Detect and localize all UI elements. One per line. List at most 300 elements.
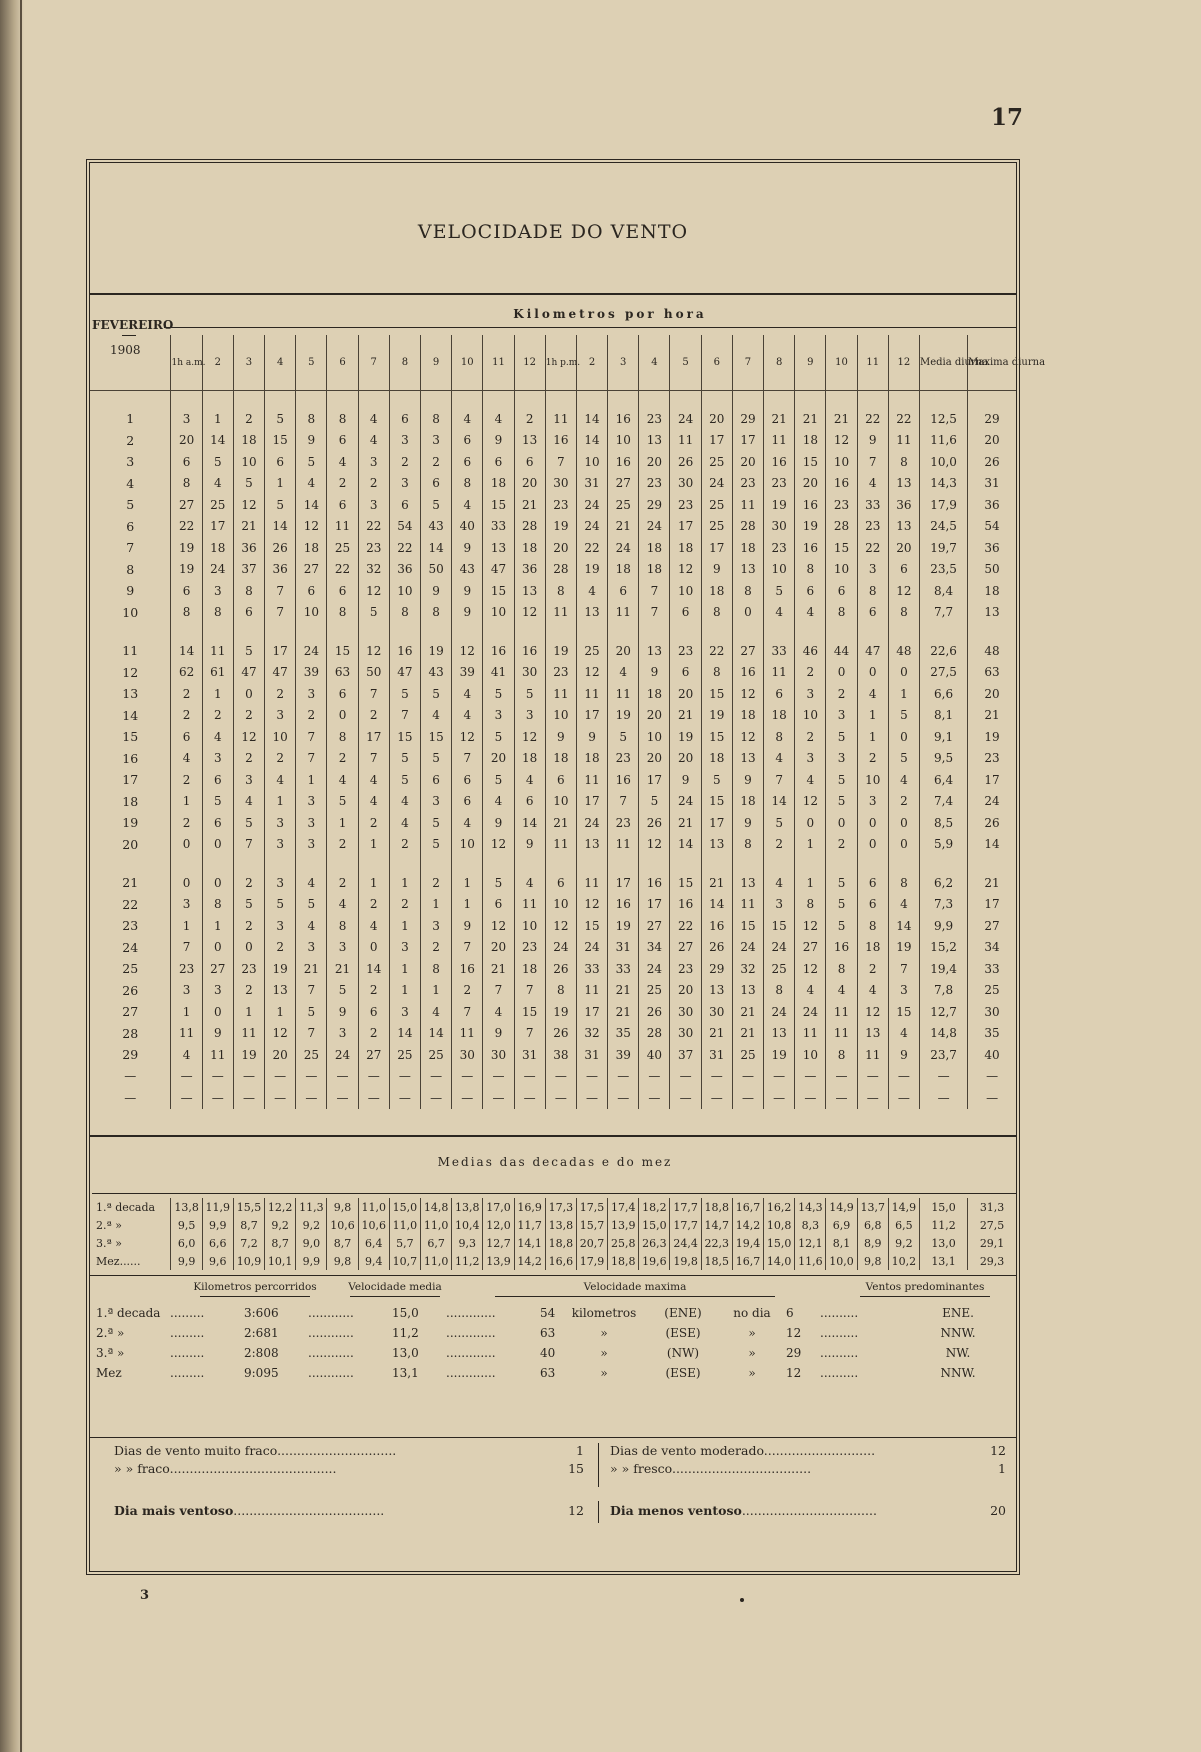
hour-value-cell: 15 [888,1001,919,1023]
hour-header: 9 [420,335,451,391]
empty-cell: — [202,1066,233,1088]
empty-cell: — [826,1066,857,1088]
hour-value-cell: 1 [296,769,327,791]
hour-value-cell: 5 [420,812,451,834]
hour-value-cell: 11 [732,894,763,916]
hour-value-cell: 11 [327,516,358,538]
hour-value-cell: 27 [670,937,701,959]
summary-dir: (ENE) [664,1306,702,1320]
hour-value-cell: 11 [545,408,576,430]
hour-value-cell: 8 [826,958,857,980]
summary-table [94,1303,1014,1383]
hour-value-cell: 17 [576,705,607,727]
media-diurna-cell: 7,8 [919,980,967,1002]
hour-value-cell: 3 [514,705,545,727]
hour-value-cell: 25 [420,1044,451,1066]
summary-km: 2:808 [244,1346,279,1360]
hour-value-cell: 17 [639,769,670,791]
hour-value-cell: 29 [639,494,670,516]
means-value-cell: 15,5 [233,1198,264,1216]
hour-value-cell: 16 [545,430,576,452]
media-diurna-cell: 7,7 [919,602,967,624]
hour-value-cell: 17 [701,812,732,834]
summary-vento: NNW. [940,1326,976,1340]
hour-value-cell: 19 [545,640,576,662]
hour-value-cell: 21 [514,494,545,516]
hour-value-cell: 18 [576,748,607,770]
hour-value-cell: 12 [233,726,264,748]
hour-value-cell: 24 [576,494,607,516]
empty-cell: — [670,1066,701,1088]
media-diurna-cell: 23,5 [919,559,967,581]
hour-value-cell: 9 [732,812,763,834]
spacer-cell [389,391,420,409]
day-cell: 7 [90,537,171,559]
hour-value-cell: 4 [764,602,795,624]
media-diurna-cell: 9,9 [919,915,967,937]
summary-max: 40 [540,1346,556,1360]
leader-dots: ............. [446,1306,496,1320]
hour-value-cell: 9 [545,726,576,748]
maxima-diurna-cell: 23 [984,751,1000,766]
footer-separator-1 [598,1443,599,1487]
maxima-diurna-cell: 30 [984,1004,1000,1019]
spacer-cell [968,623,1016,640]
empty-cell: — [701,1087,732,1109]
hour-value-cell: 18 [732,791,763,813]
spacer-cell [202,391,233,409]
means-value-cell: 13,7 [857,1198,888,1216]
hour-value-cell: 19 [545,516,576,538]
hour-value-cell: 4 [358,915,389,937]
hour-value-cell: 14 [670,834,701,856]
hour-value-cell: 25 [327,537,358,559]
hour-value-cell: 6 [171,580,202,602]
summary-unit: » [600,1346,608,1360]
hour-value-cell: 8 [857,580,888,602]
means-label: 3.ª » [90,1234,171,1252]
hour-value-cell: 2 [389,451,420,473]
hour-header: 11 [483,335,514,391]
hour-value-cell: 5 [483,726,514,748]
footer-fraco: » » fraco.......................................... 15 [114,1461,584,1476]
spacer-cell [171,855,202,872]
hour-value-cell: 5 [483,769,514,791]
spacer-cell [545,391,576,409]
hour-value-cell: 18 [514,748,545,770]
hour-value-cell: 24 [202,559,233,581]
hour-value-cell: 14 [701,894,732,916]
maxima-diurna-cell: 20 [984,686,1000,701]
hour-value-cell: 16 [795,494,826,516]
means-value-cell: 10,2 [888,1252,919,1270]
hour-value-cell: 0 [888,812,919,834]
day-cell: 11 [90,640,171,662]
hour-value-cell: 23 [857,516,888,538]
hour-value-cell: 3 [296,683,327,705]
hour-value-cell: 5 [202,451,233,473]
hour-value-cell: 13 [639,640,670,662]
spacer-cell [826,391,857,409]
day-cell: 13 [90,683,171,705]
footer-menos-ventoso-value: 20 [990,1503,1006,1518]
hour-value-cell: 16 [764,451,795,473]
hour-value-cell: 8 [732,580,763,602]
means-value-cell: 14,3 [795,1198,826,1216]
hour-value-cell: 15 [389,726,420,748]
hour-value-cell: 8 [389,602,420,624]
hour-value-cell: 10 [826,451,857,473]
hour-value-cell: 0 [826,812,857,834]
hour-value-cell: 20 [608,640,639,662]
maxima-diurna-cell: 19 [984,729,1000,744]
spacer-cell [202,623,233,640]
means-value-cell: 14,8 [420,1198,451,1216]
means-value-cell: 16,2 [764,1198,795,1216]
table-row [90,662,1016,684]
empty-cell: — [202,1087,233,1109]
hour-value-cell: 5 [514,683,545,705]
hour-value-cell: 2 [857,958,888,980]
empty-cell: — [857,1087,888,1109]
hour-value-cell: 9 [452,537,483,559]
hour-value-cell: 12 [452,640,483,662]
hour-value-cell: 22 [576,537,607,559]
summary-dia: 12 [786,1366,802,1380]
empty-cell: — [265,1087,296,1109]
hour-value-cell: 5 [265,494,296,516]
maxima-diurna-cell: 14 [984,837,1000,852]
means-value-cell: 11,0 [420,1216,451,1234]
hour-value-cell: 43 [420,516,451,538]
media-diurna-cell: 12,7 [919,1001,967,1023]
spacer-cell [701,623,732,640]
hour-value-cell: 12 [670,559,701,581]
empty-cell: — [826,1087,857,1109]
day-cell: 20 [90,834,171,856]
means-value-cell: 9,0 [296,1234,327,1252]
hour-value-cell: 2 [233,915,264,937]
spacer-cell [701,855,732,872]
hour-value-cell: 3 [202,980,233,1002]
means-value-cell: 10,4 [452,1216,483,1234]
hour-value-cell: 12 [358,640,389,662]
hour-value-cell: 30 [670,473,701,495]
hour-value-cell: 32 [732,958,763,980]
hour-value-cell: 4 [795,602,826,624]
hour-value-cell: 0 [888,726,919,748]
hour-value-cell: 29 [701,958,732,980]
spacer-cell [327,855,358,872]
spacer-cell [420,623,451,640]
hour-value-cell: 4 [327,769,358,791]
means-value-cell: 6,4 [358,1234,389,1252]
hour-value-cell: 3 [389,937,420,959]
media-diurna-cell: 5,9 [919,834,967,856]
hour-value-cell: 3 [389,430,420,452]
hour-value-cell: 18 [514,958,545,980]
means-value-cell: 14,7 [701,1216,732,1234]
hour-value-cell: 30 [452,1044,483,1066]
hour-value-cell: 12 [514,726,545,748]
maxima-diurna-cell: 17 [984,772,1000,787]
hour-value-cell: 16 [608,408,639,430]
means-value-cell: 14,2 [732,1216,763,1234]
hour-value-cell: 4 [202,473,233,495]
hour-value-cell: 12 [483,834,514,856]
hour-value-cell: 27 [202,958,233,980]
means-value-cell: 12,2 [265,1198,296,1216]
hour-header: 11 [857,335,888,391]
hour-value-cell: 50 [420,559,451,581]
media-diurna-cell: 27,5 [919,662,967,684]
hour-value-cell: 2 [358,894,389,916]
hour-value-cell: 11 [233,1023,264,1045]
empty-cell: — [795,1087,826,1109]
hour-value-cell: 17 [701,430,732,452]
hour-value-cell: 3 [857,559,888,581]
summary-dir: (ESE) [665,1326,701,1340]
hour-value-cell: 23 [639,408,670,430]
hour-value-cell: 4 [452,408,483,430]
hour-value-cell: 23 [732,473,763,495]
hour-value-cell: 20 [171,430,202,452]
media-diurna-cell: 7,3 [919,894,967,916]
hour-value-cell: 24 [639,958,670,980]
hour-value-cell: 3 [420,430,451,452]
hour-value-cell: 1 [171,1001,202,1023]
hour-value-cell: 18 [639,683,670,705]
hour-value-cell: 20 [670,748,701,770]
hour-value-cell: 12 [732,683,763,705]
hour-value-cell: 24 [296,640,327,662]
means-value-cell: 6,7 [420,1234,451,1252]
means-value-cell: 12,1 [795,1234,826,1252]
means-value-cell: 9,8 [327,1252,358,1270]
spacer-cell [483,391,514,409]
hour-value-cell: 10 [265,726,296,748]
hour-value-cell: 4 [233,791,264,813]
maxima-diurna-cell: 63 [984,665,1000,680]
hour-value-cell: 24 [576,937,607,959]
means-label: 2.ª » [90,1216,171,1234]
hour-value-cell: 7 [545,451,576,473]
hour-value-cell: 2 [233,748,264,770]
hour-value-cell: 4 [483,408,514,430]
hour-value-cell: 13 [888,516,919,538]
hour-value-cell: 4 [452,683,483,705]
hour-value-cell: 35 [608,1023,639,1045]
means-value-cell: 7,2 [233,1234,264,1252]
hour-header: 12 [888,335,919,391]
spacer-cell [327,623,358,640]
hour-value-cell: 2 [358,980,389,1002]
spacer-cell [826,623,857,640]
hour-value-cell: 5 [826,791,857,813]
empty-cell: — [233,1066,264,1088]
leader-dots: ............. [446,1326,496,1340]
spacer-cell [608,855,639,872]
hour-value-cell: 28 [826,516,857,538]
spacer-cell [576,855,607,872]
hour-value-cell: 21 [608,516,639,538]
hour-value-cell: 1 [233,1001,264,1023]
hour-value-cell: 18 [639,559,670,581]
maxima-diurna-cell: 21 [984,875,1000,890]
table-row [90,726,1016,748]
hour-value-cell: 11 [795,1023,826,1045]
empty-cell: — [483,1066,514,1088]
hour-value-cell: 25 [764,958,795,980]
means-media-cell: 15,0 [919,1198,967,1216]
hour-value-cell: 3 [265,915,296,937]
hour-value-cell: 20 [639,705,670,727]
hour-value-cell: 3 [888,980,919,1002]
means-value-cell: 9,6 [202,1252,233,1270]
decade-spacer-row [90,855,1016,872]
hour-value-cell: 19 [420,640,451,662]
media-diurna-cell: 9,5 [919,748,967,770]
hour-value-cell: 10 [795,705,826,727]
hour-value-cell: 7 [296,726,327,748]
hour-value-cell: 5 [233,640,264,662]
hour-value-cell: 4 [857,683,888,705]
means-value-cell: 10,8 [764,1216,795,1234]
hour-value-cell: 0 [358,937,389,959]
hour-value-cell: 2 [358,705,389,727]
hour-value-cell: 6 [171,451,202,473]
means-value-cell: 10,1 [265,1252,296,1270]
hour-value-cell: 13 [732,559,763,581]
footer-fresco-value: 1 [998,1461,1006,1476]
hour-value-cell: 6 [452,451,483,473]
hour-value-cell: 4 [888,894,919,916]
empty-cell: — [919,1087,967,1109]
hour-value-cell: 14 [420,537,451,559]
empty-cell: — [452,1066,483,1088]
hour-value-cell: 2 [233,705,264,727]
hour-value-cell: 23 [639,473,670,495]
spacer-cell [639,855,670,872]
means-value-cell: 17,5 [576,1198,607,1216]
hour-value-cell: 16 [826,937,857,959]
hour-value-cell: 25 [701,494,732,516]
means-value-cell: 13,8 [545,1216,576,1234]
hour-value-cell: 8 [327,602,358,624]
hour-header: 3 [608,335,639,391]
means-maxima-cell: 31,3 [979,1200,1005,1214]
year-label: 1908 [110,343,141,357]
hour-value-cell: 4 [795,980,826,1002]
footer-mais-ventoso-value: 12 [568,1503,584,1518]
hour-value-cell: 11 [857,1044,888,1066]
hour-value-cell: 11 [171,1023,202,1045]
hour-value-cell: 9 [483,430,514,452]
hour-value-cell: 17 [608,872,639,894]
hour-value-cell: 2 [265,937,296,959]
summary-media: 13,0 [392,1346,419,1360]
hour-value-cell: 4 [296,872,327,894]
spacer-cell [90,855,171,872]
summary-row [94,1363,1014,1383]
spacer-cell [358,623,389,640]
spacer-cell [701,391,732,409]
hour-value-cell: 27 [732,640,763,662]
hour-value-cell: 3 [296,812,327,834]
day-cell: 18 [90,791,171,813]
hour-value-cell: 11 [826,1001,857,1023]
hour-value-cell: 2 [795,662,826,684]
hour-value-cell: 2 [358,1023,389,1045]
table-row [90,894,1016,916]
footer-fraco-value: 15 [568,1461,584,1476]
hour-value-cell: 37 [233,559,264,581]
hour-value-cell: 25 [701,516,732,538]
hour-value-cell: 3 [764,894,795,916]
hour-value-cell: 14 [202,430,233,452]
hour-value-cell: 21 [732,1001,763,1023]
hour-value-cell: 24 [639,516,670,538]
hour-value-cell: 24 [732,937,763,959]
summary-vento: NNW. [940,1366,976,1380]
hour-value-cell: 2 [327,834,358,856]
hour-value-cell: 1 [202,683,233,705]
hour-value-cell: 6 [857,602,888,624]
hour-value-cell: 3 [358,451,389,473]
maxima-diurna-cell: 36 [984,540,1000,555]
hour-value-cell: 10 [857,769,888,791]
means-value-cell: 15,0 [389,1198,420,1216]
hour-value-cell: 3 [327,1023,358,1045]
hour-value-cell: 26 [639,812,670,834]
table-row [90,473,1016,495]
table-row [90,915,1016,937]
table-row [90,640,1016,662]
day-cell: 23 [90,915,171,937]
hour-value-cell: 21 [483,958,514,980]
hour-value-cell: 3 [483,705,514,727]
hour-value-cell: 1 [795,834,826,856]
hour-value-cell: 5 [888,748,919,770]
leader-dots: ............ [308,1326,354,1340]
empty-cell: — [171,1087,202,1109]
hour-value-cell: 11 [608,602,639,624]
means-value-cell: 13,9 [483,1252,514,1270]
hour-value-cell: 13 [857,1023,888,1045]
maxima-diurna-cell: 33 [984,961,1000,976]
means-value-cell: 10,0 [826,1252,857,1270]
hour-header: 8 [389,335,420,391]
means-value-cell: 19,8 [670,1252,701,1270]
hour-value-cell: 1 [420,894,451,916]
hour-value-cell: 28 [545,559,576,581]
hour-value-cell: 24 [327,1044,358,1066]
hour-value-cell: 0 [171,872,202,894]
hour-value-cell: 39 [296,662,327,684]
hour-value-cell: 11 [452,1023,483,1045]
hour-value-cell: 24 [608,537,639,559]
spacer-cell [483,855,514,872]
hour-value-cell: 29 [732,408,763,430]
empty-row [90,1087,1016,1109]
summary-dia-label: » [748,1346,756,1360]
hour-value-cell: 12 [233,494,264,516]
hour-value-cell: 13 [265,980,296,1002]
means-value-cell: 9,8 [327,1198,358,1216]
spacer-cell [919,623,967,640]
hour-value-cell: 10 [514,915,545,937]
hour-value-cell: 8 [452,473,483,495]
